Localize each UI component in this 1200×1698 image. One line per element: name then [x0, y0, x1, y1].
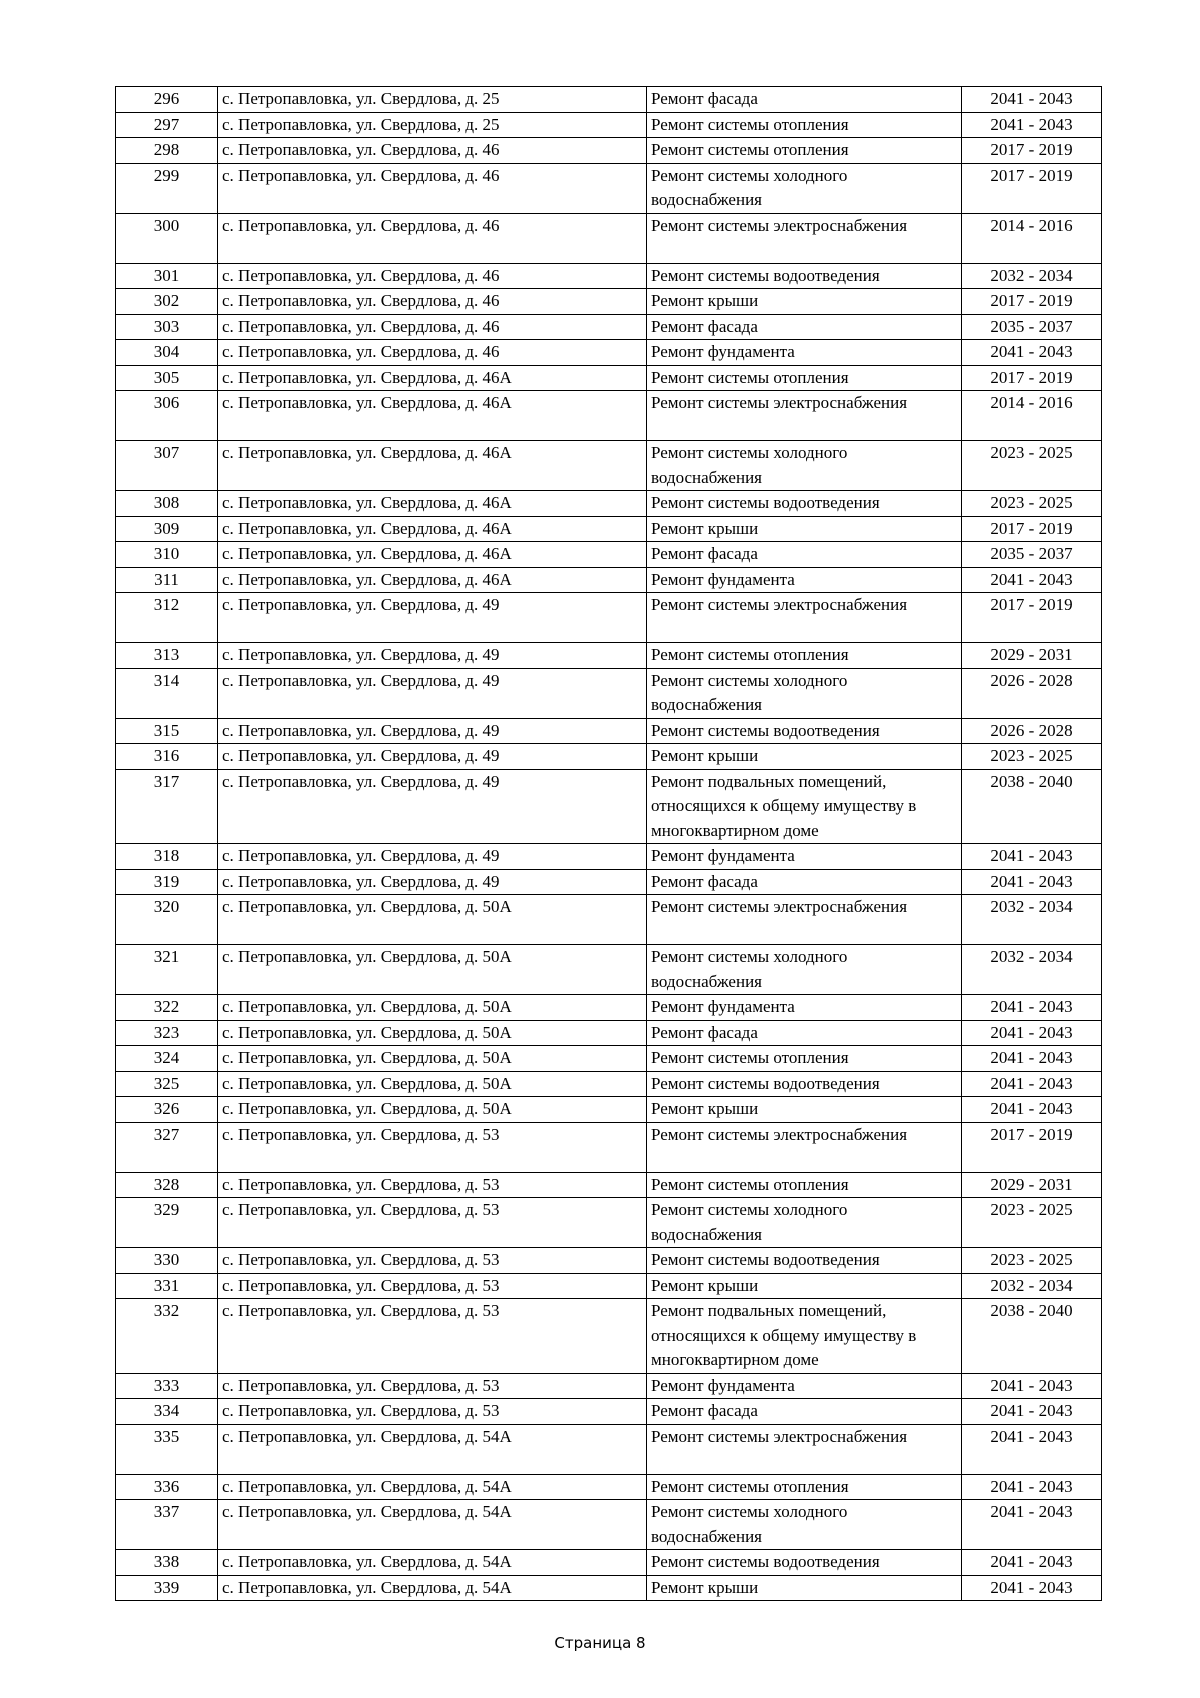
address-cell: с. Петропавловка, ул. Свердлова, д. 25	[218, 87, 647, 113]
row-number-cell: 297	[116, 112, 218, 138]
row-number-cell: 326	[116, 1097, 218, 1123]
work-type-cell: Ремонт подвальных помещений, относящихся к общему имуществу в многоквартирном доме	[647, 1299, 962, 1374]
period-cell: 2035 - 2037	[962, 314, 1102, 340]
period-cell: 2017 - 2019	[962, 593, 1102, 643]
period-cell: 2032 - 2034	[962, 263, 1102, 289]
work-type-cell: Ремонт фасада	[647, 869, 962, 895]
period-cell: 2017 - 2019	[962, 1122, 1102, 1172]
work-type-cell: Ремонт системы электроснабжения	[647, 593, 962, 643]
period-cell: 2038 - 2040	[962, 769, 1102, 844]
work-type-cell: Ремонт системы водоотведения	[647, 1550, 962, 1576]
address-cell: с. Петропавловка, ул. Свердлова, д. 53	[218, 1248, 647, 1274]
row-number-cell: 301	[116, 263, 218, 289]
address-cell: с. Петропавловка, ул. Свердлова, д. 46А	[218, 516, 647, 542]
table-row	[116, 289, 1102, 315]
address-cell: с. Петропавловка, ул. Свердлова, д. 53	[218, 1373, 647, 1399]
work-type-cell: Ремонт системы холодного водоснабжения	[647, 668, 962, 718]
address-cell: с. Петропавловка, ул. Свердлова, д. 49	[218, 718, 647, 744]
table-row	[116, 995, 1102, 1021]
period-cell: 2041 - 2043	[962, 1373, 1102, 1399]
table-row	[116, 391, 1102, 441]
work-type-cell: Ремонт фундамента	[647, 567, 962, 593]
work-type-cell: Ремонт крыши	[647, 516, 962, 542]
row-number-cell: 300	[116, 213, 218, 263]
row-number-cell: 308	[116, 491, 218, 517]
address-cell: с. Петропавловка, ул. Свердлова, д. 50А	[218, 995, 647, 1021]
table-row	[116, 1474, 1102, 1500]
work-type-cell: Ремонт крыши	[647, 1575, 962, 1601]
period-cell: 2041 - 2043	[962, 1071, 1102, 1097]
period-cell: 2041 - 2043	[962, 995, 1102, 1021]
period-cell: 2041 - 2043	[962, 1550, 1102, 1576]
work-type-cell: Ремонт системы электроснабжения	[647, 1424, 962, 1474]
table-row	[116, 1424, 1102, 1474]
work-type-cell: Ремонт фасада	[647, 87, 962, 113]
work-type-cell: Ремонт фасада	[647, 1399, 962, 1425]
period-cell: 2041 - 2043	[962, 1020, 1102, 1046]
address-cell: с. Петропавловка, ул. Свердлова, д. 46	[218, 340, 647, 366]
work-type-cell: Ремонт крыши	[647, 744, 962, 770]
table-row	[116, 1046, 1102, 1072]
work-type-cell: Ремонт системы холодного водоснабжения	[647, 1198, 962, 1248]
work-type-cell: Ремонт крыши	[647, 1097, 962, 1123]
period-cell: 2041 - 2043	[962, 1046, 1102, 1072]
row-number-cell: 313	[116, 643, 218, 669]
table-row	[116, 1299, 1102, 1374]
row-number-cell: 328	[116, 1172, 218, 1198]
address-cell: с. Петропавловка, ул. Свердлова, д. 54А	[218, 1424, 647, 1474]
table-row	[116, 668, 1102, 718]
period-cell: 2032 - 2034	[962, 895, 1102, 945]
work-type-cell: Ремонт подвальных помещений, относящихся к общему имуществу в многоквартирном доме	[647, 769, 962, 844]
row-number-cell: 307	[116, 441, 218, 491]
work-type-cell: Ремонт системы водоотведения	[647, 263, 962, 289]
table-row	[116, 769, 1102, 844]
work-type-cell: Ремонт системы водоотведения	[647, 1248, 962, 1274]
work-type-cell: Ремонт системы водоотведения	[647, 1071, 962, 1097]
address-cell: с. Петропавловка, ул. Свердлова, д. 49	[218, 668, 647, 718]
table-row	[116, 1575, 1102, 1601]
address-cell: с. Петропавловка, ул. Свердлова, д. 46А	[218, 441, 647, 491]
table-row	[116, 365, 1102, 391]
row-number-cell: 330	[116, 1248, 218, 1274]
row-number-cell: 304	[116, 340, 218, 366]
row-number-cell: 337	[116, 1500, 218, 1550]
work-type-cell: Ремонт фасада	[647, 314, 962, 340]
table-row	[116, 138, 1102, 164]
work-type-cell: Ремонт системы отопления	[647, 112, 962, 138]
address-cell: с. Петропавловка, ул. Свердлова, д. 49	[218, 844, 647, 870]
period-cell: 2017 - 2019	[962, 365, 1102, 391]
address-cell: с. Петропавловка, ул. Свердлова, д. 54А	[218, 1550, 647, 1576]
table-row	[116, 441, 1102, 491]
row-number-cell: 312	[116, 593, 218, 643]
address-cell: с. Петропавловка, ул. Свердлова, д. 49	[218, 744, 647, 770]
address-cell: с. Петропавловка, ул. Свердлова, д. 46	[218, 213, 647, 263]
table-row	[116, 213, 1102, 263]
work-type-cell: Ремонт системы холодного водоснабжения	[647, 163, 962, 213]
work-type-cell: Ремонт системы отопления	[647, 1474, 962, 1500]
table-row	[116, 1500, 1102, 1550]
row-number-cell: 331	[116, 1273, 218, 1299]
row-number-cell: 323	[116, 1020, 218, 1046]
table-row	[116, 1097, 1102, 1123]
address-cell: с. Петропавловка, ул. Свердлова, д. 53	[218, 1198, 647, 1248]
table-row	[116, 1399, 1102, 1425]
row-number-cell: 324	[116, 1046, 218, 1072]
table-row	[116, 87, 1102, 113]
work-type-cell: Ремонт фундамента	[647, 995, 962, 1021]
row-number-cell: 339	[116, 1575, 218, 1601]
work-type-cell: Ремонт системы холодного водоснабжения	[647, 1500, 962, 1550]
row-number-cell: 319	[116, 869, 218, 895]
table-row	[116, 945, 1102, 995]
row-number-cell: 311	[116, 567, 218, 593]
table-row	[116, 542, 1102, 568]
row-number-cell: 318	[116, 844, 218, 870]
address-cell: с. Петропавловка, ул. Свердлова, д. 46	[218, 263, 647, 289]
work-type-cell: Ремонт системы отопления	[647, 643, 962, 669]
period-cell: 2023 - 2025	[962, 1198, 1102, 1248]
table-row	[116, 1550, 1102, 1576]
work-type-cell: Ремонт системы водоотведения	[647, 718, 962, 744]
table-row	[116, 593, 1102, 643]
address-cell: с. Петропавловка, ул. Свердлова, д. 53	[218, 1399, 647, 1425]
address-cell: с. Петропавловка, ул. Свердлова, д. 53	[218, 1299, 647, 1374]
row-number-cell: 333	[116, 1373, 218, 1399]
work-type-cell: Ремонт фасада	[647, 1020, 962, 1046]
period-cell: 2029 - 2031	[962, 643, 1102, 669]
table-row	[116, 1373, 1102, 1399]
period-cell: 2017 - 2019	[962, 516, 1102, 542]
table-row	[116, 163, 1102, 213]
repair-schedule-table	[115, 86, 1102, 1601]
row-number-cell: 334	[116, 1399, 218, 1425]
period-cell: 2023 - 2025	[962, 441, 1102, 491]
address-cell: с. Петропавловка, ул. Свердлова, д. 46А	[218, 391, 647, 441]
table-row	[116, 491, 1102, 517]
row-number-cell: 335	[116, 1424, 218, 1474]
work-type-cell: Ремонт системы электроснабжения	[647, 895, 962, 945]
address-cell: с. Петропавловка, ул. Свердлова, д. 46	[218, 314, 647, 340]
period-cell: 2041 - 2043	[962, 1097, 1102, 1123]
period-cell: 2023 - 2025	[962, 491, 1102, 517]
period-cell: 2026 - 2028	[962, 668, 1102, 718]
period-cell: 2041 - 2043	[962, 844, 1102, 870]
table-row	[116, 567, 1102, 593]
row-number-cell: 317	[116, 769, 218, 844]
table-row	[116, 1122, 1102, 1172]
work-type-cell: Ремонт фундамента	[647, 340, 962, 366]
table-row	[116, 643, 1102, 669]
work-type-cell: Ремонт фундамента	[647, 1373, 962, 1399]
period-cell: 2041 - 2043	[962, 567, 1102, 593]
table-row	[116, 869, 1102, 895]
work-type-cell: Ремонт системы отопления	[647, 1172, 962, 1198]
table-row	[116, 844, 1102, 870]
period-cell: 2041 - 2043	[962, 340, 1102, 366]
row-number-cell: 303	[116, 314, 218, 340]
table-row	[116, 1273, 1102, 1299]
period-cell: 2014 - 2016	[962, 391, 1102, 441]
table-row	[116, 1020, 1102, 1046]
table-row	[116, 263, 1102, 289]
row-number-cell: 325	[116, 1071, 218, 1097]
row-number-cell: 327	[116, 1122, 218, 1172]
row-number-cell: 314	[116, 668, 218, 718]
work-type-cell: Ремонт системы электроснабжения	[647, 213, 962, 263]
period-cell: 2029 - 2031	[962, 1172, 1102, 1198]
period-cell: 2017 - 2019	[962, 138, 1102, 164]
period-cell: 2041 - 2043	[962, 1424, 1102, 1474]
work-type-cell: Ремонт системы холодного водоснабжения	[647, 945, 962, 995]
period-cell: 2032 - 2034	[962, 1273, 1102, 1299]
table-row	[116, 1248, 1102, 1274]
work-type-cell: Ремонт системы электроснабжения	[647, 391, 962, 441]
page-number: Страница 8	[554, 1634, 646, 1652]
address-cell: с. Петропавловка, ул. Свердлова, д. 49	[218, 869, 647, 895]
address-cell: с. Петропавловка, ул. Свердлова, д. 46	[218, 163, 647, 213]
period-cell: 2014 - 2016	[962, 213, 1102, 263]
work-type-cell: Ремонт крыши	[647, 289, 962, 315]
period-cell: 2041 - 2043	[962, 869, 1102, 895]
period-cell: 2023 - 2025	[962, 744, 1102, 770]
address-cell: с. Петропавловка, ул. Свердлова, д. 46А	[218, 542, 647, 568]
row-number-cell: 306	[116, 391, 218, 441]
address-cell: с. Петропавловка, ул. Свердлова, д. 49	[218, 643, 647, 669]
address-cell: с. Петропавловка, ул. Свердлова, д. 50А	[218, 1046, 647, 1072]
period-cell: 2041 - 2043	[962, 87, 1102, 113]
address-cell: с. Петропавловка, ул. Свердлова, д. 54А	[218, 1575, 647, 1601]
table-row	[116, 340, 1102, 366]
address-cell: с. Петропавловка, ул. Свердлова, д. 46	[218, 138, 647, 164]
period-cell: 2035 - 2037	[962, 542, 1102, 568]
row-number-cell: 320	[116, 895, 218, 945]
address-cell: с. Петропавловка, ул. Свердлова, д. 49	[218, 593, 647, 643]
period-cell: 2041 - 2043	[962, 1399, 1102, 1425]
work-type-cell: Ремонт системы холодного водоснабжения	[647, 441, 962, 491]
period-cell: 2041 - 2043	[962, 1575, 1102, 1601]
address-cell: с. Петропавловка, ул. Свердлова, д. 53	[218, 1122, 647, 1172]
address-cell: с. Петропавловка, ул. Свердлова, д. 50А	[218, 945, 647, 995]
table-row	[116, 314, 1102, 340]
address-cell: с. Петропавловка, ул. Свердлова, д. 46	[218, 289, 647, 315]
address-cell: с. Петропавловка, ул. Свердлова, д. 50А	[218, 1097, 647, 1123]
row-number-cell: 310	[116, 542, 218, 568]
address-cell: с. Петропавловка, ул. Свердлова, д. 50А	[218, 1020, 647, 1046]
address-cell: с. Петропавловка, ул. Свердлова, д. 53	[218, 1273, 647, 1299]
work-type-cell: Ремонт системы водоотведения	[647, 491, 962, 517]
address-cell: с. Петропавловка, ул. Свердлова, д. 54А	[218, 1500, 647, 1550]
period-cell: 2032 - 2034	[962, 945, 1102, 995]
row-number-cell: 315	[116, 718, 218, 744]
period-cell: 2038 - 2040	[962, 1299, 1102, 1374]
period-cell: 2017 - 2019	[962, 289, 1102, 315]
work-type-cell: Ремонт фундамента	[647, 844, 962, 870]
table-row	[116, 744, 1102, 770]
table-row	[116, 895, 1102, 945]
row-number-cell: 316	[116, 744, 218, 770]
work-type-cell: Ремонт системы отопления	[647, 1046, 962, 1072]
work-type-cell: Ремонт фасада	[647, 542, 962, 568]
work-type-cell: Ремонт крыши	[647, 1273, 962, 1299]
table-row	[116, 1071, 1102, 1097]
row-number-cell: 332	[116, 1299, 218, 1374]
address-cell: с. Петропавловка, ул. Свердлова, д. 49	[218, 769, 647, 844]
row-number-cell: 322	[116, 995, 218, 1021]
table-body	[116, 87, 1102, 1601]
table-row	[116, 1198, 1102, 1248]
row-number-cell: 298	[116, 138, 218, 164]
row-number-cell: 299	[116, 163, 218, 213]
table-row	[116, 1172, 1102, 1198]
work-type-cell: Ремонт системы отопления	[647, 138, 962, 164]
address-cell: с. Петропавловка, ул. Свердлова, д. 25	[218, 112, 647, 138]
row-number-cell: 305	[116, 365, 218, 391]
period-cell: 2017 - 2019	[962, 163, 1102, 213]
row-number-cell: 336	[116, 1474, 218, 1500]
row-number-cell: 309	[116, 516, 218, 542]
work-type-cell: Ремонт системы электроснабжения	[647, 1122, 962, 1172]
address-cell: с. Петропавловка, ул. Свердлова, д. 46А	[218, 365, 647, 391]
row-number-cell: 302	[116, 289, 218, 315]
address-cell: с. Петропавловка, ул. Свердлова, д. 46А	[218, 567, 647, 593]
row-number-cell: 296	[116, 87, 218, 113]
row-number-cell: 329	[116, 1198, 218, 1248]
period-cell: 2023 - 2025	[962, 1248, 1102, 1274]
table-row	[116, 718, 1102, 744]
row-number-cell: 321	[116, 945, 218, 995]
address-cell: с. Петропавловка, ул. Свердлова, д. 50А	[218, 1071, 647, 1097]
row-number-cell: 338	[116, 1550, 218, 1576]
table-row	[116, 112, 1102, 138]
address-cell: с. Петропавловка, ул. Свердлова, д. 50А	[218, 895, 647, 945]
work-type-cell: Ремонт системы отопления	[647, 365, 962, 391]
address-cell: с. Петропавловка, ул. Свердлова, д. 46А	[218, 491, 647, 517]
period-cell: 2041 - 2043	[962, 112, 1102, 138]
table-row	[116, 516, 1102, 542]
address-cell: с. Петропавловка, ул. Свердлова, д. 53	[218, 1172, 647, 1198]
period-cell: 2041 - 2043	[962, 1500, 1102, 1550]
period-cell: 2026 - 2028	[962, 718, 1102, 744]
period-cell: 2041 - 2043	[962, 1474, 1102, 1500]
address-cell: с. Петропавловка, ул. Свердлова, д. 54А	[218, 1474, 647, 1500]
